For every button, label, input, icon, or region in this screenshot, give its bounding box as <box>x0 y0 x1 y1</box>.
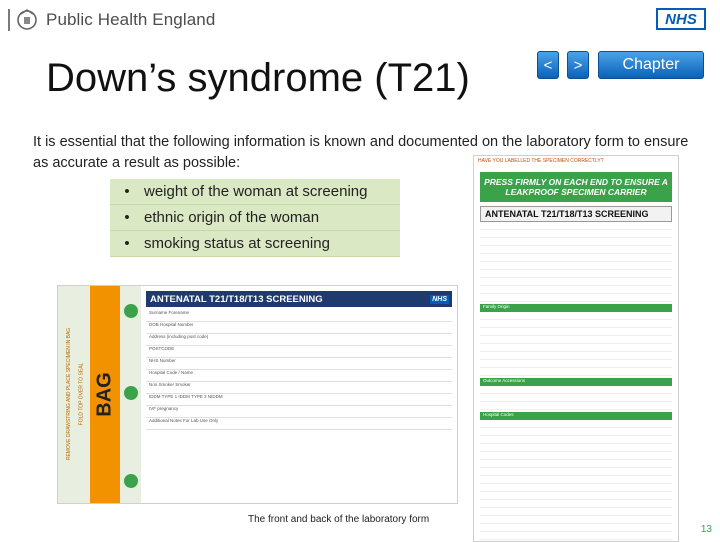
specimen-bag-strip <box>58 286 141 503</box>
biohazard-icon <box>124 386 138 400</box>
form-back-note: HAVE YOU LABELLED THE SPECIMEN CORRECTLY? <box>478 158 604 164</box>
form-field-row: Surname Forename <box>146 310 452 322</box>
form-back-section: Family Origin <box>480 304 672 312</box>
form-field-row: Address (including post code) <box>146 334 452 346</box>
bag-side-text: FOLD TOP OVER TO SEAL <box>78 362 84 426</box>
bag-label-strip <box>90 286 120 503</box>
list-item-text: ethnic origin of the woman <box>144 209 320 226</box>
form-back-section: Outcome Accessions <box>480 378 672 386</box>
royal-crest-icon <box>14 8 40 32</box>
form-front-fields <box>146 310 452 430</box>
top-bar <box>0 0 720 40</box>
form-field-row: IDDM TYPE 1 IDDM TYPE 2 NIDDM <box>146 394 452 406</box>
form-back-lines <box>480 386 672 410</box>
list-item-text: smoking status at screening <box>144 235 330 252</box>
form-field-row: Non Smoker Smoker <box>146 382 452 394</box>
image-caption: The front and back of the laboratory form <box>248 514 430 525</box>
lab-form-front-image <box>57 285 458 504</box>
form-back-lines <box>480 312 672 376</box>
nhs-logo: NHS <box>656 8 706 30</box>
form-field-row: Hospital Code / Name <box>146 370 452 382</box>
form-front-title: ANTENATAL T21/T18/T13 SCREENING <box>150 293 323 305</box>
list-item: • ethnic origin of the woman <box>110 205 400 231</box>
form-back-banner: PRESS FIRMLY ON EACH END TO ENSURE A LEAKPROOF SPECIMEN CARRIER <box>480 172 672 202</box>
page-title: Down’s syndrome (T21) <box>46 56 470 100</box>
lab-form-back-image <box>473 155 679 542</box>
bag-side-text: REMOVE DRAWSTRING AND PLACE SPECIMEN IN BAG <box>66 327 72 461</box>
form-front-header <box>146 291 452 307</box>
list-item: • weight of the woman at screening <box>110 179 400 205</box>
chapter-button[interactable]: Chapter <box>598 51 704 79</box>
list-item-text: weight of the woman at screening <box>144 183 368 200</box>
biohazard-icon <box>124 304 138 318</box>
form-field-row: DOB Hospital Number <box>146 322 452 334</box>
biohazard-icon <box>124 474 138 488</box>
form-back-section: Hospital Codes <box>480 412 672 420</box>
bullet-list <box>110 179 400 257</box>
form-back-title: ANTENATAL T21/T18/T13 SCREENING <box>480 206 672 222</box>
form-field-row: NHS Number <box>146 358 452 370</box>
logo-divider <box>8 9 10 31</box>
nhs-mini-logo: NHS <box>432 295 447 303</box>
next-button[interactable]: > <box>567 51 589 79</box>
list-item: • smoking status at screening <box>110 231 400 257</box>
bag-label: BAG <box>93 372 116 417</box>
form-field-row: POSTCODE <box>146 346 452 358</box>
form-back-lines <box>480 420 672 540</box>
page-number: 13 <box>700 524 712 535</box>
form-back-lines <box>480 222 672 302</box>
intro-text: It is essential that the following information is known and documented on the laboratory form to ensure as accurate a result as possible: <box>33 134 689 171</box>
form-field-row: Additional Notes For Lab Use Only <box>146 418 452 430</box>
form-field-row: IVF pregnancy <box>146 406 452 418</box>
org-name: Public Health England <box>46 10 216 29</box>
prev-button[interactable]: < <box>537 51 559 79</box>
phe-logo <box>8 8 215 32</box>
